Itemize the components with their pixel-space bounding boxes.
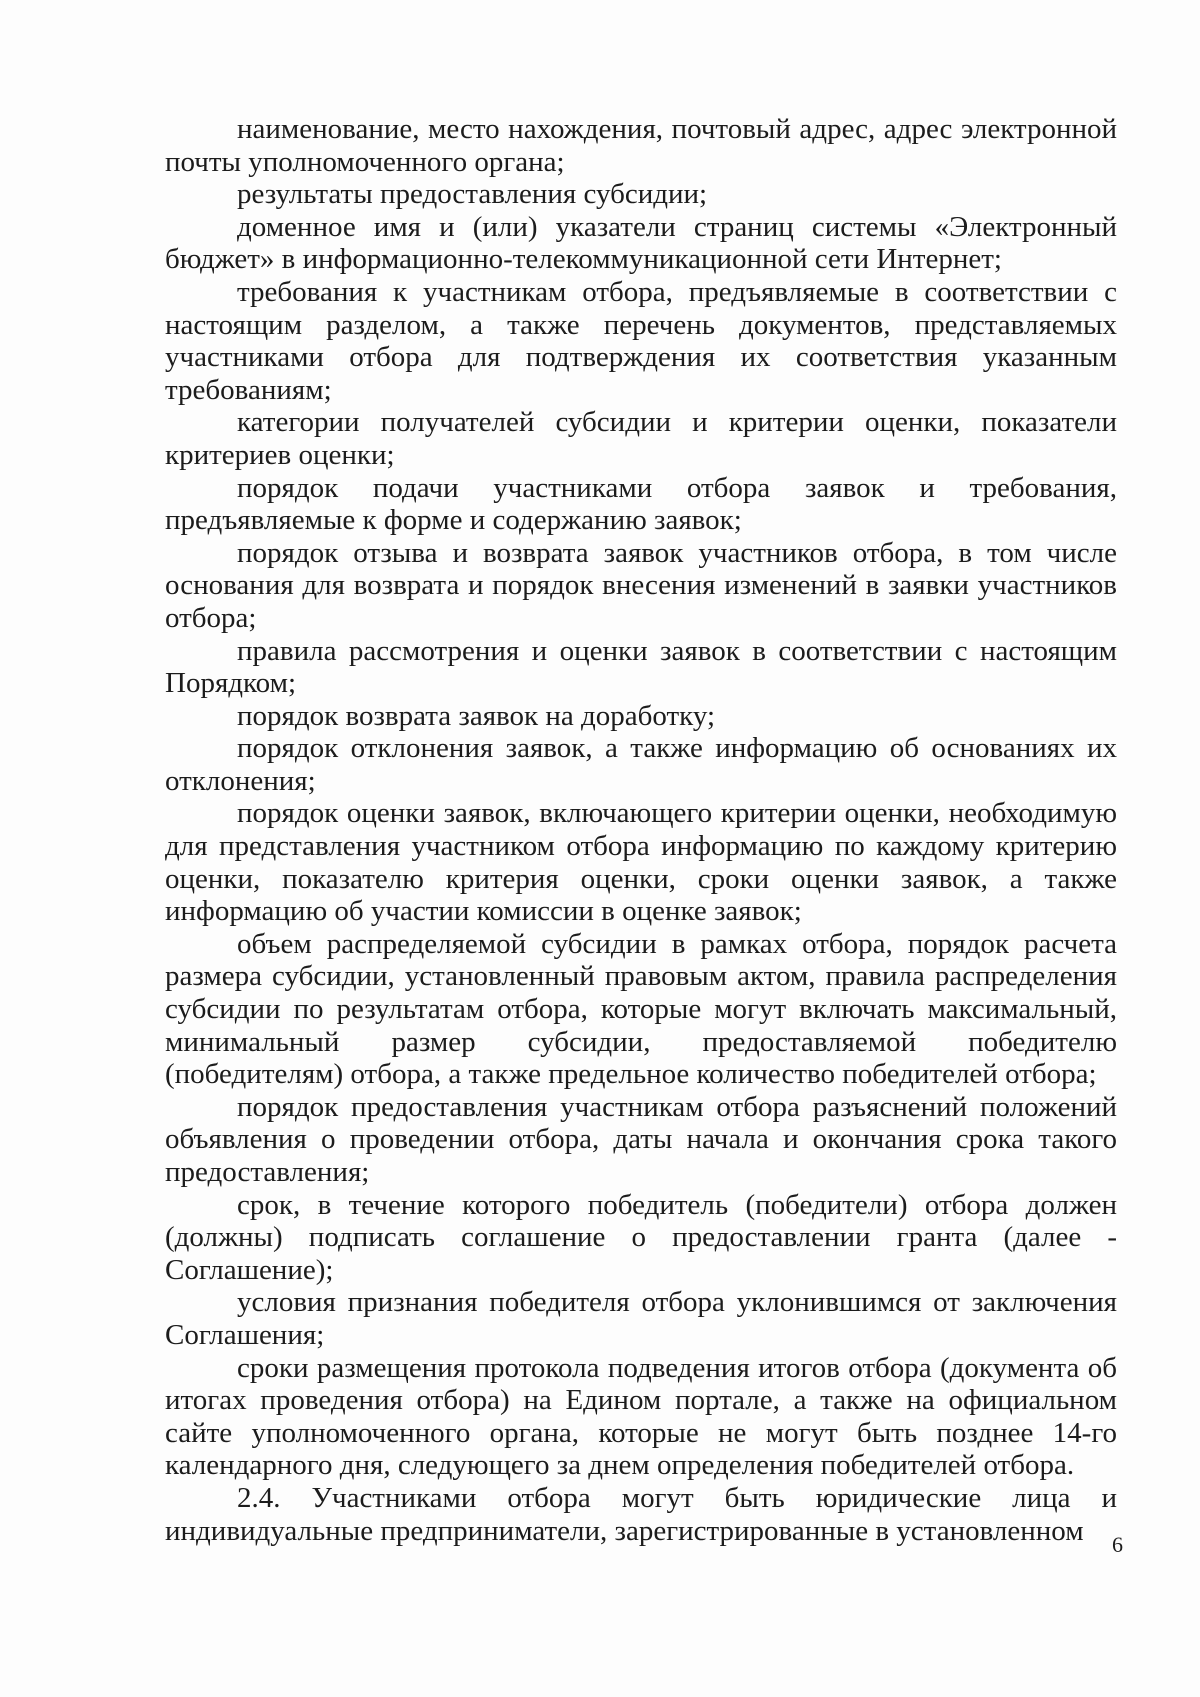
paragraph-section-2-4: 2.4. Участниками отбора могут быть юридические лица и индивидуальные предприниматели, зарегистрированные в установленном <box>165 1481 1117 1547</box>
paragraph-application-withdrawal: порядок отзыва и возврата заявок участников отбора, в том числе основания для возврата и порядок внесения изменений в заявки участников отбора; <box>165 536 1117 634</box>
paragraph-return-for-revision: порядок возврата заявок на доработку; <box>237 699 716 732</box>
paragraph-participant-requirements: требования к участникам отбора, предъявляемые в соответствии с настоящим разделом, а также перечень документов, представляемых участниками отбора для подтверждения их соответствия указанным требованиям; <box>165 275 1117 406</box>
body-text <box>165 113 1117 1547</box>
paragraph-agreement-deadline: срок, в течение которого победитель (победители) отбора должен (должны) подписать соглашение о предоставлении гранта (далее - Соглашение); <box>165 1188 1117 1286</box>
paragraph-review-rules: правила рассмотрения и оценки заявок в соответствии с настоящим Порядком; <box>165 634 1117 700</box>
paragraph-domain-name: доменное имя и (или) указатели страниц системы «Электронный бюджет» в информационно-телекоммуникационной сети Интернет; <box>165 210 1117 276</box>
page-number: 6 <box>1112 1532 1123 1557</box>
paragraph-clarifications: порядок предоставления участникам отбора разъяснений положений объявления о проведении отбора, даты начала и окончания срока такого предоставления; <box>165 1090 1117 1188</box>
paragraph-evaluation-procedure: порядок оценки заявок, включающего критерии оценки, необходимую для представления участником отбора информацию по каждому критерию оценки, показателю критерия оценки, сроки оценки заявок, а также информацию об участии комиссии в оценке заявок; <box>165 797 1117 928</box>
paragraph-rejection-procedure: порядок отклонения заявок, а также информацию об основаниях их отклонения; <box>165 732 1117 797</box>
paragraph-subsidy-results: результаты предоставления субсидии; <box>237 178 708 211</box>
paragraph-application-submission: порядок подачи участниками отбора заявок и требования, предъявляемые к форме и содержанию заявок; <box>165 471 1117 537</box>
paragraph-evasion-conditions: условия признания победителя отбора уклонившимся от заключения Соглашения; <box>165 1286 1117 1351</box>
paragraph-protocol-publication: сроки размещения протокола подведения итогов отбора (документа об итогах проведения отбора) на Едином портале, а также на официальном сайте уполномоченного органа, которые не могут быть позднее 14-го календарного дня, следующего за днем определения победителей отбора. <box>165 1351 1117 1482</box>
paragraph-subsidy-volume: объем распределяемой субсидии в рамках отбора, порядок расчета размера субсидии, установленный правовым актом, правила распределения субсидии по результатам отбора, которые могут включать максимальный, минимальный размер субсидии, предоставляемой победителю (победителям) отбора, а также предельное количество победителей отбора; <box>165 927 1117 1091</box>
paragraph-recipient-categories: категории получателей субсидии и критерии оценки, показатели критериев оценки; <box>165 406 1117 471</box>
paragraph-authority-address: наименование, место нахождения, почтовый адрес, адрес электронной почты уполномоченного органа; <box>165 113 1117 178</box>
